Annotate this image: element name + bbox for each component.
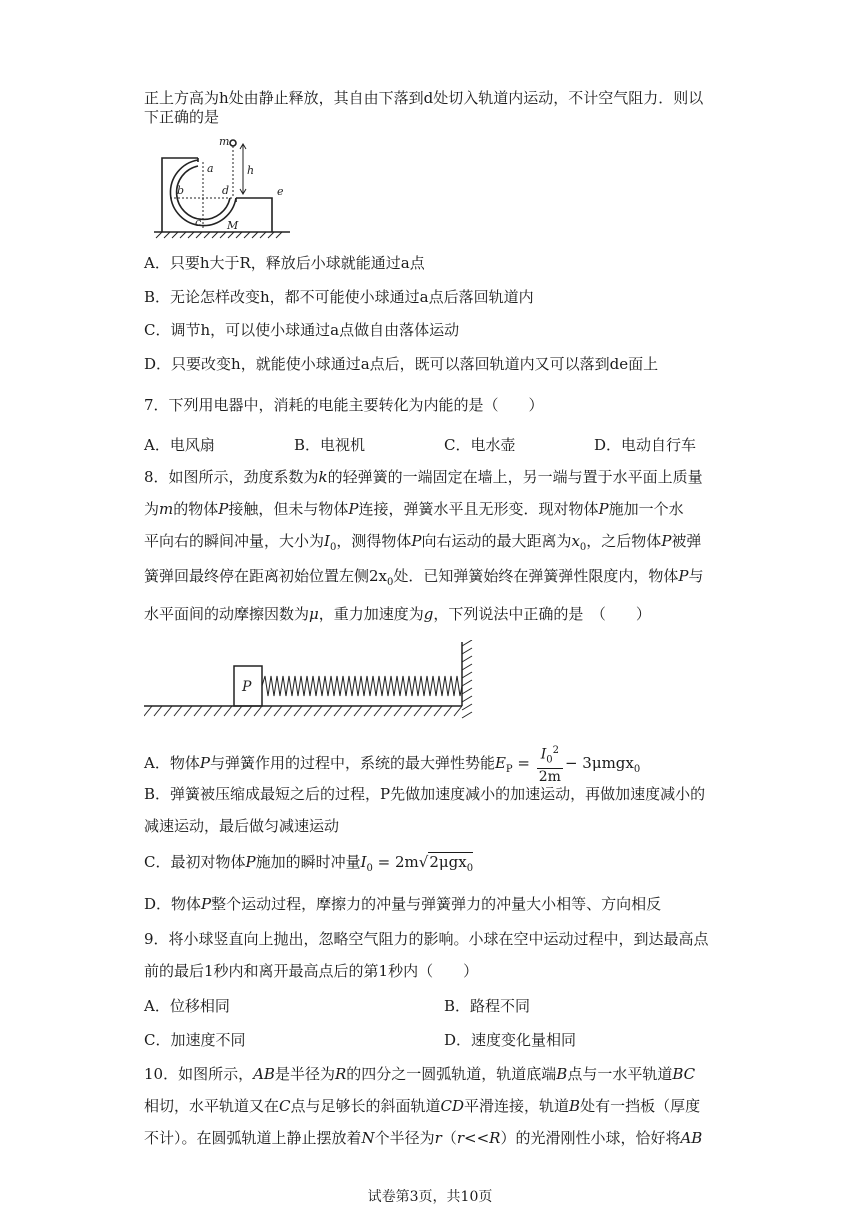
label-b: b bbox=[177, 184, 185, 197]
label-e: e bbox=[277, 185, 284, 198]
q7-option-b: B．电视机 bbox=[294, 436, 366, 454]
q6-option-c: C．调节h，可以使小球通过a点做自由落体运动 bbox=[144, 321, 460, 339]
label-a: a bbox=[207, 162, 214, 175]
q7-option-c: C．电水壶 bbox=[444, 436, 516, 454]
q8-option-a: A．物体P与弹簧作用的过程中，系统的最大弹性势能$E_P$ = $\frac{I_0^2}{2m}$ − 3μmgx$_0$ bbox=[144, 745, 641, 786]
q8-option-b-line1: B．弹簧被压缩成最短之后的过程，P先做加速度减小的加速运动，再做加速度减小的 bbox=[144, 785, 706, 803]
q9-stem-line1: 9．将小球竖直向上抛出，忽略空气阻力的影响。小球在空中运动过程中，到达最高点 bbox=[144, 930, 709, 948]
q6-option-b: B．无论怎样改变h，都不可能使小球通过a点后落回轨道内 bbox=[144, 288, 534, 306]
q6-stem-line2: 下正确的是 bbox=[144, 108, 220, 126]
q9-option-b: B．路程不同 bbox=[444, 997, 531, 1015]
q8-stem-line5: 水平面间的动摩擦因数为μ，重力加速度为g，下列说法中正确的是 （ ） bbox=[144, 605, 651, 623]
label-M: M bbox=[227, 219, 239, 232]
q6-track-figure bbox=[152, 132, 292, 244]
q7-option-a: A．电风扇 bbox=[144, 436, 215, 454]
q8-stem-line3: 平向右的瞬间冲量，大小为$I_0$，测得物体P向右运动的最大距离为$x_0$，之后物体P被弹 bbox=[144, 532, 702, 553]
q6-option-a: A．只要h大于R，释放后小球就能通过a点 bbox=[144, 254, 425, 272]
q7-stem: 7．下列用电器中，消耗的电能主要转化为内能的是（ ） bbox=[144, 396, 544, 414]
q9-option-a: A．位移相同 bbox=[144, 997, 230, 1015]
label-h: h bbox=[247, 164, 255, 177]
q9-stem-line2: 前的最后1秒内和离开最高点后的第1秒内（ ） bbox=[144, 962, 479, 980]
q8-option-d: D．物体P整个运动过程，摩擦力的冲量与弹簧弹力的冲量大小相等、方向相反 bbox=[144, 895, 662, 913]
q6-stem-line1: 正上方高为h处由静止释放，其自由下落到d处切入轨道内运动，不计空气阻力．则以 bbox=[144, 89, 704, 107]
block-label-P: P bbox=[242, 679, 252, 695]
label-c: c bbox=[195, 216, 202, 229]
page-footer: 试卷第3页，共10页 bbox=[367, 1189, 493, 1205]
q9-option-d: D．速度变化量相同 bbox=[444, 1031, 577, 1049]
q8-option-c: C．最初对物体P施加的瞬时冲量$I_0 = 2m√2\mu gx_0$ bbox=[144, 853, 474, 874]
label-m: m bbox=[219, 135, 230, 148]
q10-stem-line1: 10．如图所示，AB是半径为R的四分之一圆弧轨道，轨道底端B点与一水平轨道BC bbox=[144, 1065, 696, 1083]
q10-stem-line2: 相切，水平轨道又在C点与足够长的斜面轨道CD平滑连接，轨道B处有一挡板（厚度 bbox=[144, 1097, 701, 1115]
q8-stem-line1: 8．如图所示，劲度系数为k的轻弹簧的一端固定在墙上，另一端与置于水平面上质量 bbox=[144, 468, 703, 486]
q8-option-b-line2: 减速运动，最后做匀减速运动 bbox=[144, 817, 340, 835]
q6-option-d: D．只要改变h，就能使小球通过a点后，既可以落回轨道内又可以落到de面上 bbox=[144, 355, 659, 373]
q8-stem-line4: 簧弹回最终停在距离初始位置左侧$2x_0$处．已知弹簧始终在弹簧弹性限度内，物体P与 bbox=[144, 567, 704, 588]
q7-option-d: D．电动自行车 bbox=[594, 436, 697, 454]
q8-stem-line2: 为m的物体P接触，但未与物体P连接，弹簧水平且无形变．现对物体P施加一个水 bbox=[144, 500, 684, 518]
q8-spring-figure bbox=[144, 640, 476, 720]
label-d: d bbox=[222, 184, 230, 197]
q10-stem-line3: 不计）。在圆弧轨道上静止摆放着N个半径为r（r<<R）的光滑刚性小球，恰好将AB bbox=[144, 1129, 703, 1147]
q9-option-c: C．加速度不同 bbox=[144, 1031, 246, 1049]
